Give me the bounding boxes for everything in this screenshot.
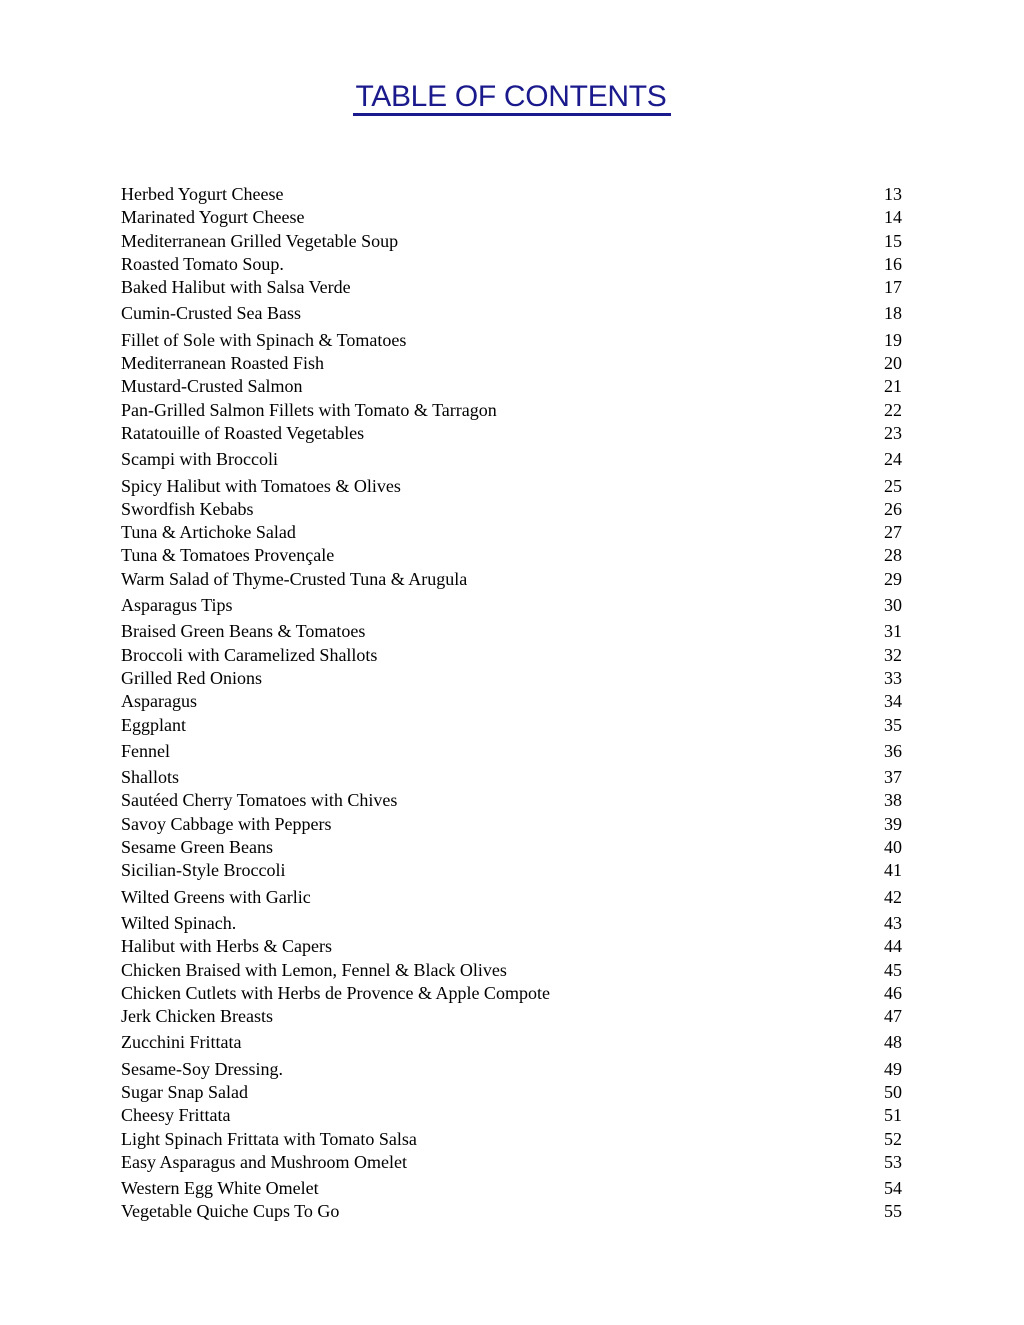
toc-entry-page-number: 31 [884, 621, 902, 642]
toc-entry-title: Mustard-Crusted Salmon [121, 376, 303, 397]
toc-entry-page-number: 18 [884, 303, 902, 324]
toc-entry-title: Sugar Snap Salad [121, 1081, 248, 1102]
toc-entry-title: Warm Salad of Thyme-Crusted Tuna & Arugula [121, 568, 468, 589]
toc-entry-page-number: 27 [884, 522, 902, 543]
toc-entry-page-number: 23 [884, 422, 902, 443]
toc-entry-title: Cheesy Frittata [121, 1105, 231, 1126]
toc-entry-page-number: 46 [884, 982, 902, 1003]
toc-row [121, 544, 906, 567]
toc-entry-page-number: 54 [884, 1178, 902, 1199]
toc-row [121, 206, 906, 229]
toc-row [121, 740, 906, 763]
toc-entry-title: Savoy Cabbage with Peppers [121, 813, 332, 834]
toc-entry-page-number: 13 [884, 184, 902, 204]
toc-row [121, 594, 906, 617]
toc-entry-page-number: 38 [884, 790, 902, 811]
toc-row [121, 1081, 906, 1104]
toc-entry-title: Grilled Red Onions [121, 667, 262, 688]
toc-entry-page-number: 20 [884, 353, 902, 374]
toc-row [121, 1031, 906, 1054]
toc-entry-page-number: 24 [884, 449, 902, 470]
toc-entry-page-number: 26 [884, 498, 902, 519]
toc-row [121, 982, 906, 1005]
toc-row [121, 352, 906, 375]
toc-row [121, 399, 906, 422]
toc-entry-title: Tuna & Tomatoes Provençale [121, 545, 335, 566]
toc-entry-page-number: 17 [884, 277, 902, 298]
toc-entry-title: Eggplant [121, 714, 186, 735]
toc-row [121, 620, 906, 643]
toc-row [121, 375, 906, 398]
toc-entry-page-number: 49 [884, 1058, 902, 1079]
toc-entry-title: Chicken Braised with Lemon, Fennel & Black Olives [121, 959, 507, 980]
toc-entry-page-number: 45 [884, 959, 902, 980]
toc-entry-title: Halibut with Herbs & Capers [121, 936, 332, 957]
toc-row [121, 302, 906, 325]
toc-row [121, 498, 906, 521]
toc-row [121, 448, 906, 471]
toc-entry-page-number: 53 [884, 1151, 902, 1172]
toc-row [121, 1177, 906, 1200]
toc-row [121, 766, 906, 789]
page-title [0, 78, 1024, 116]
toc-entry-title: Asparagus [121, 691, 197, 712]
toc-row [121, 836, 906, 859]
toc-entry-page-number: 22 [884, 399, 902, 420]
toc-entry-title: Sesame-Soy Dressing. [121, 1058, 283, 1079]
toc-entry-title: Sautéed Cherry Tomatoes with Chives [121, 790, 398, 811]
toc-entry-page-number: 28 [884, 545, 902, 566]
toc-entry-page-number: 55 [884, 1201, 902, 1222]
toc-row [121, 276, 906, 299]
toc-entry-title: Ratatouille of Roasted Vegetables [121, 422, 365, 443]
toc-entry-title: Vegetable Quiche Cups To Go [121, 1201, 340, 1222]
toc-entry-page-number: 44 [884, 936, 902, 957]
toc-row [121, 714, 906, 737]
toc-entry-title: Sicilian-Style Broccoli [121, 860, 286, 881]
toc-entry-page-number: 15 [884, 230, 902, 251]
toc-entry-title: Easy Asparagus and Mushroom Omelet [121, 1151, 407, 1172]
toc-entry-title: Herbed Yogurt Cheese [121, 184, 284, 204]
toc-entry-title: Mediterranean Grilled Vegetable Soup [121, 230, 399, 251]
toc-entry-title: Cumin-Crusted Sea Bass [121, 303, 301, 324]
toc-entry-title: Light Spinach Frittata with Tomato Salsa [121, 1128, 417, 1149]
toc-row [121, 1151, 906, 1174]
toc-list [121, 183, 906, 1224]
toc-entry-title: Swordfish Kebabs [121, 498, 254, 519]
toc-entry-title: Western Egg White Omelet [121, 1178, 319, 1199]
toc-entry-page-number: 47 [884, 1006, 902, 1027]
toc-entry-title: Wilted Spinach. [121, 912, 237, 933]
toc-entry-page-number: 40 [884, 837, 902, 858]
toc-entry-page-number: 35 [884, 714, 902, 735]
toc-entry-page-number: 41 [884, 860, 902, 881]
toc-row [121, 667, 906, 690]
toc-row [121, 912, 906, 935]
toc-entry-page-number: 42 [884, 886, 902, 907]
toc-entry-page-number: 14 [884, 207, 902, 228]
toc-entry-page-number: 48 [884, 1032, 902, 1053]
toc-entry-page-number: 39 [884, 813, 902, 834]
toc-entry-page-number: 19 [884, 329, 902, 350]
toc-entry-page-number: 50 [884, 1081, 902, 1102]
toc-entry-title: Spicy Halibut with Tomatoes & Olives [121, 475, 401, 496]
toc-entry-title: Broccoli with Caramelized Shallots [121, 644, 378, 665]
toc-entry-page-number: 30 [884, 595, 902, 616]
toc-row [121, 230, 906, 253]
toc-row [121, 859, 906, 882]
toc-entry-page-number: 33 [884, 667, 902, 688]
toc-entry-title: Mediterranean Roasted Fish [121, 353, 324, 374]
toc-entry-page-number: 43 [884, 912, 902, 933]
toc-entry-title: Wilted Greens with Garlic [121, 886, 311, 907]
toc-entry-page-number: 37 [884, 767, 902, 788]
toc-row [121, 183, 906, 206]
toc-entry-title: Fennel [121, 740, 170, 761]
toc-row [121, 1200, 906, 1223]
toc-row [121, 690, 906, 713]
toc-entry-page-number: 34 [884, 691, 902, 712]
toc-row [121, 329, 906, 352]
toc-row [121, 1104, 906, 1127]
toc-entry-title: Marinated Yogurt Cheese [121, 207, 305, 228]
toc-entry-title: Fillet of Sole with Spinach & Tomatoes [121, 329, 407, 350]
toc-entry-title: Braised Green Beans & Tomatoes [121, 621, 366, 642]
toc-row [121, 1058, 906, 1081]
toc-entry-title: Roasted Tomato Soup. [121, 253, 284, 274]
toc-row [121, 813, 906, 836]
toc-entry-title: Zucchini Frittata [121, 1032, 242, 1053]
toc-entry-title: Asparagus Tips [121, 595, 233, 616]
toc-entry-title: Baked Halibut with Salsa Verde [121, 277, 351, 298]
toc-entry-page-number: 25 [884, 475, 902, 496]
toc-entry-title: Sesame Green Beans [121, 837, 273, 858]
toc-row [121, 959, 906, 982]
toc-row [121, 1005, 906, 1028]
toc-row [121, 789, 906, 812]
toc-entry-title: Shallots [121, 767, 180, 788]
toc-entry-page-number: 36 [884, 740, 902, 761]
toc-row [121, 422, 906, 445]
toc-row [121, 521, 906, 544]
toc-row [121, 475, 906, 498]
toc-row [121, 1128, 906, 1151]
toc-entry-title: Chicken Cutlets with Herbs de Provence & Apple Compote [121, 982, 550, 1003]
toc-row [121, 568, 906, 591]
page-title-text: TABLE OF CONTENTS [353, 80, 670, 116]
toc-entry-page-number: 32 [884, 644, 902, 665]
toc-entry-page-number: 51 [884, 1105, 902, 1126]
toc-row [121, 935, 906, 958]
toc-row [121, 886, 906, 909]
toc-entry-page-number: 52 [884, 1128, 902, 1149]
toc-entry-page-number: 29 [884, 568, 902, 589]
toc-entry-title: Tuna & Artichoke Salad [121, 522, 296, 543]
toc-entry-title: Jerk Chicken Breasts [121, 1006, 273, 1027]
toc-entry-title: Scampi with Broccoli [121, 449, 278, 470]
toc-row [121, 253, 906, 276]
toc-entry-title: Pan-Grilled Salmon Fillets with Tomato & Tarragon [121, 399, 497, 420]
toc-row [121, 644, 906, 667]
toc-entry-page-number: 21 [884, 376, 902, 397]
toc-entry-page-number: 16 [884, 253, 902, 274]
